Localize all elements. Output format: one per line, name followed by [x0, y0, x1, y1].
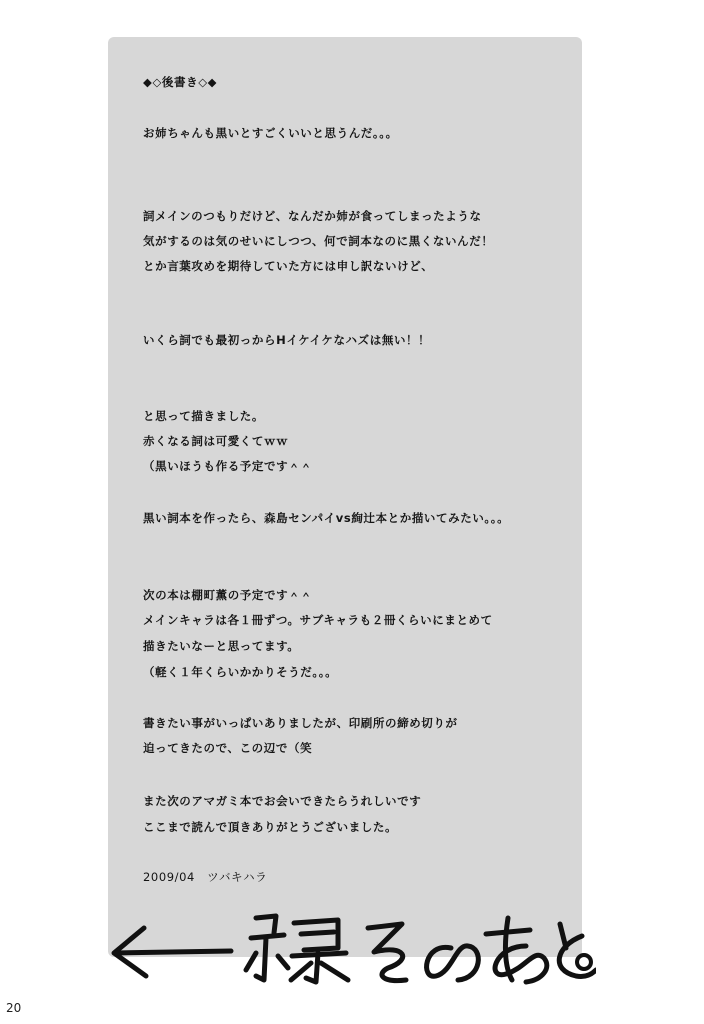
kana-no-stroke	[427, 946, 479, 980]
kana-to-stroke	[559, 924, 596, 977]
text-line: メインキャラは各１冊ずつ。サブキャラも２冊くらいにまとめて	[143, 613, 493, 627]
kana-so-stroke	[368, 924, 406, 981]
text-line: 次の本は棚町薫の予定です＾＾	[143, 588, 313, 602]
text-line: （黒いほうも作る予定です＾＾	[143, 459, 313, 473]
afterword-panel	[108, 37, 582, 957]
kanji-stroke-left	[246, 916, 288, 980]
text-line: ここまで読んで頂きありがとうございました。	[143, 820, 398, 834]
kana-a-stroke	[486, 918, 547, 982]
text-line: いくら詞でも最初っからHイケイケなハズは無い！！	[143, 333, 431, 347]
text-line: 気がするのは気のせいにしつつ、何で詞本なのに黒くないんだ！	[143, 234, 494, 248]
handwritten-note	[106, 908, 596, 988]
afterword-heading: ◆◇後書き◇◆	[143, 75, 218, 89]
page-number: 20	[6, 1001, 22, 1015]
text-line: 黒い詞本を作ったら、森島センパイvs絢辻本とか描いてみたい。。。	[143, 511, 510, 525]
text-line: 描きたいなーと思ってます。	[143, 639, 300, 653]
date-author: 2009/04 ツバキハラ	[143, 870, 268, 884]
text-line: と思って描きました。	[143, 409, 264, 423]
text-line: （軽く１年くらいかかりそうだ。。。	[143, 665, 338, 679]
text-line: また次のアマガミ本でお会いできたらうれしいです	[143, 794, 422, 808]
arrow-shaft-stroke	[116, 951, 231, 953]
text-line: とか言葉攻めを期待していた方には申し訳ないけど、	[143, 259, 434, 273]
text-line: 書きたい事がいっぱいありましたが、印刷所の締め切りが	[143, 716, 458, 730]
kanji-stroke-right	[291, 920, 348, 982]
period-mark	[577, 955, 591, 969]
text-line: お姉ちゃんも黒いとすごくいいと思うんだ。。。	[143, 126, 398, 140]
text-line: 迫ってきたので、この辺で（笑	[143, 741, 313, 755]
text-line: 赤くなる詞は可愛くてｗｗ	[143, 434, 289, 448]
text-line: 詞メインのつもりだけど、なんだか姉が食ってしまったような	[143, 209, 482, 223]
